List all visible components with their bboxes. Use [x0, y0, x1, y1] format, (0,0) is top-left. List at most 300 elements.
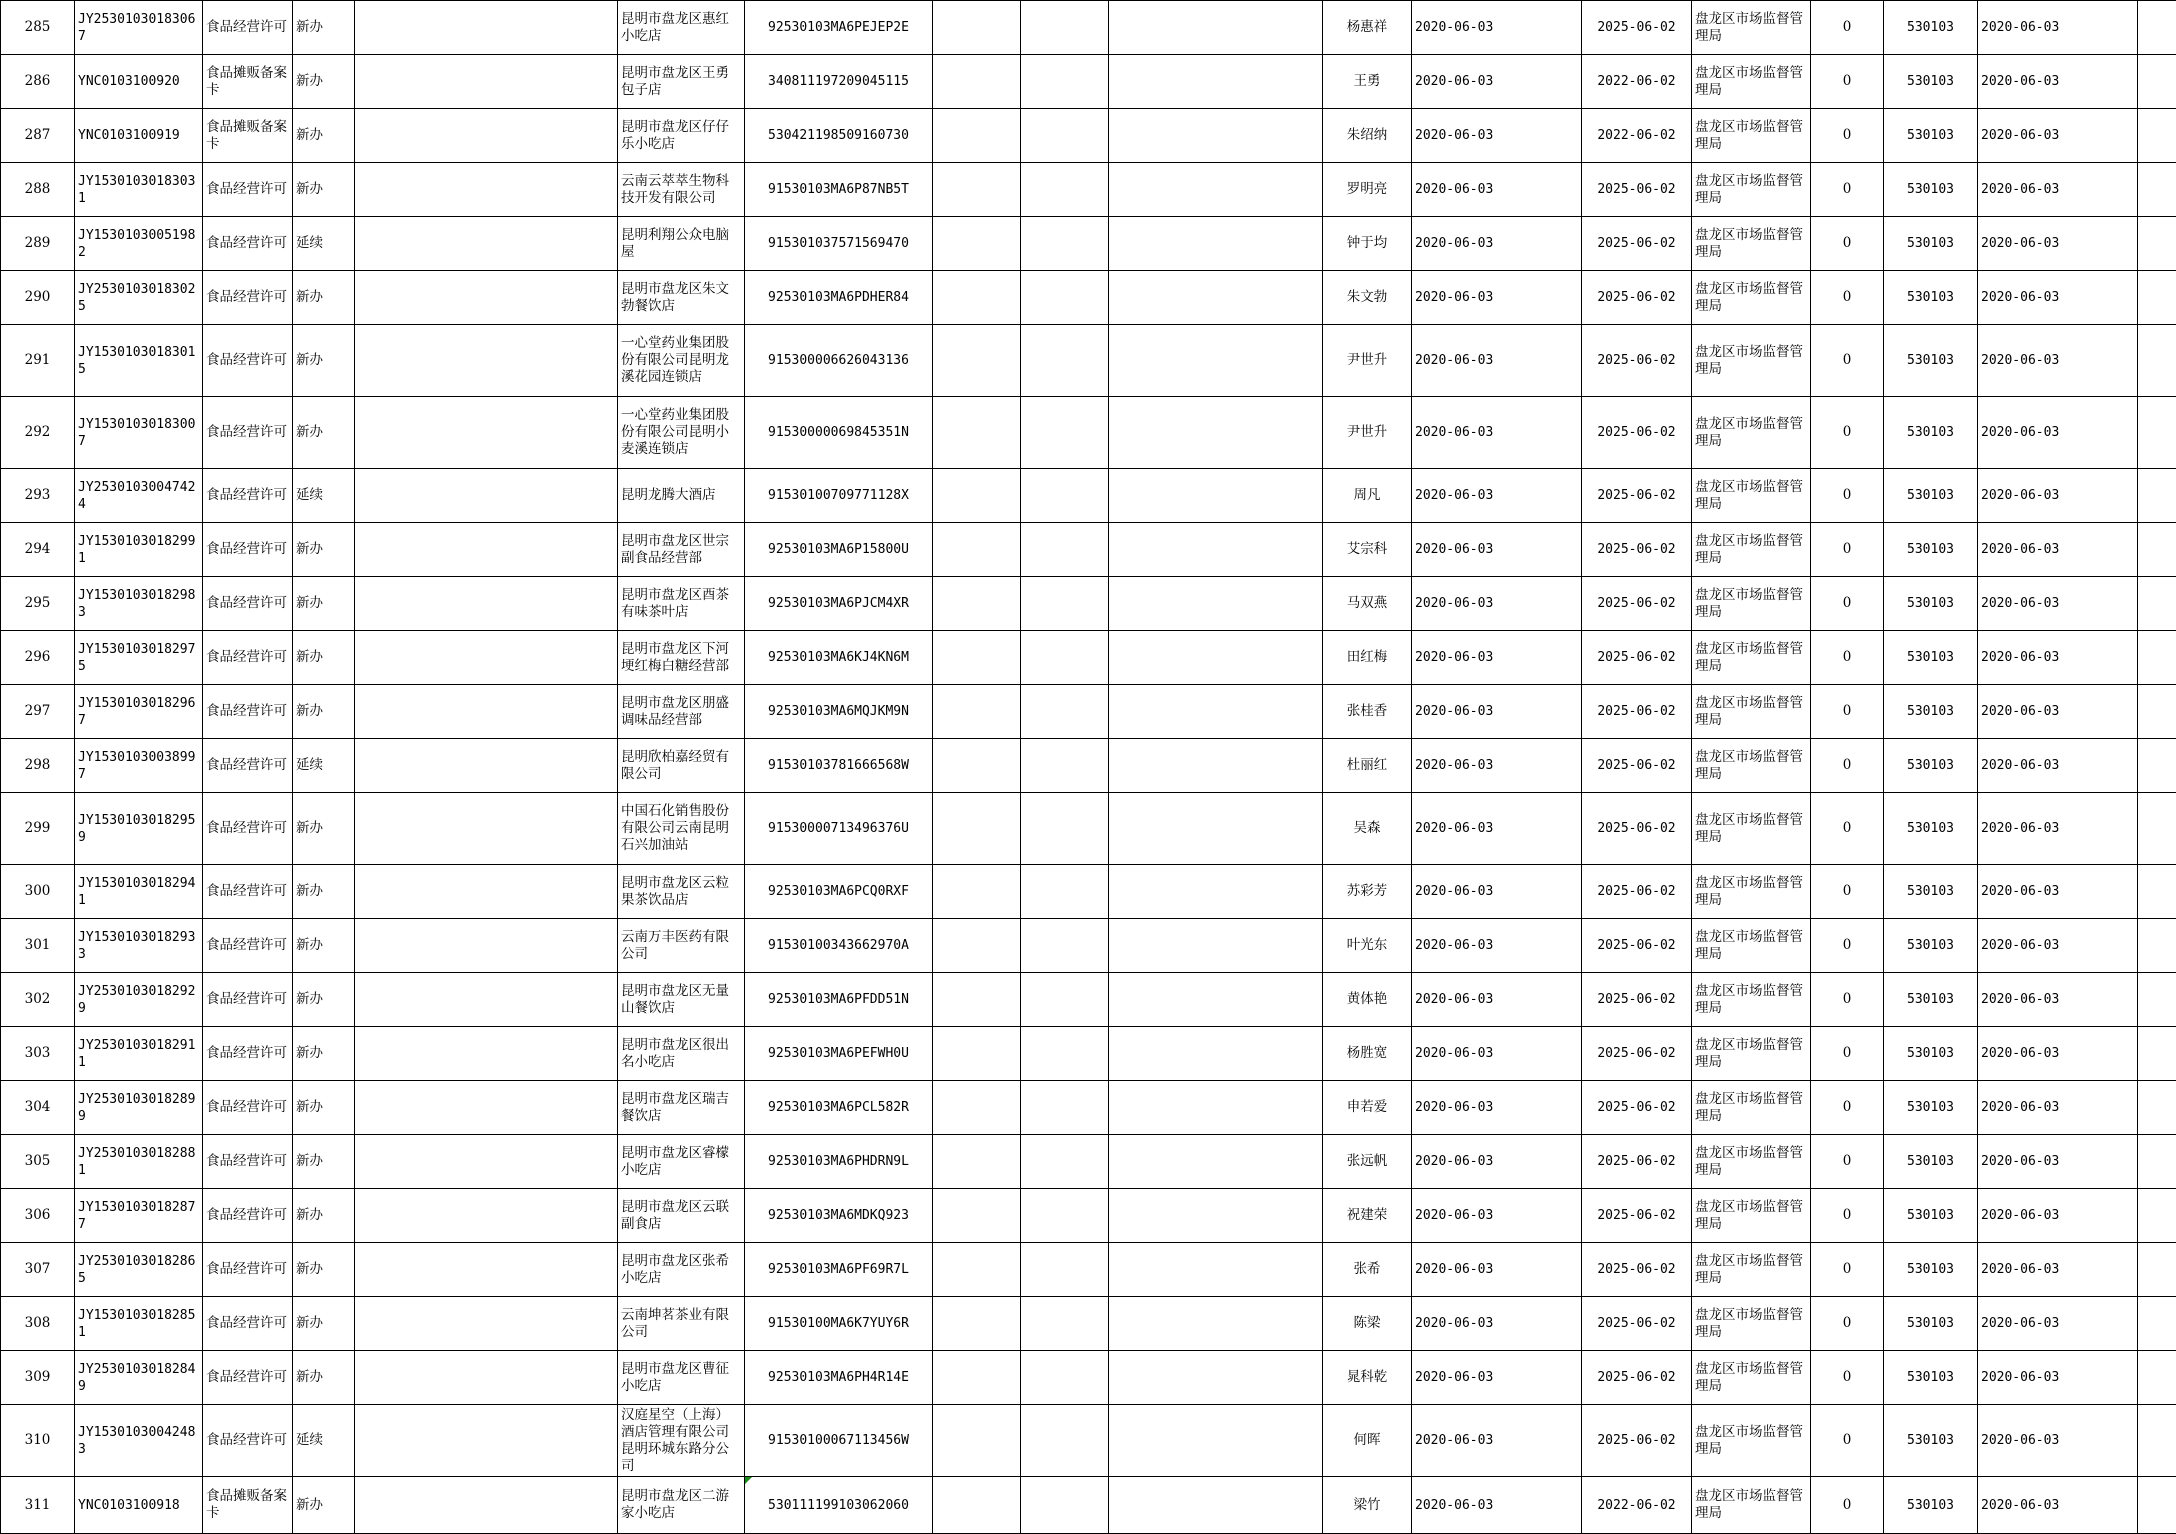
- cell-license-type[interactable]: 食品经营许可: [203, 1243, 293, 1297]
- cell-license-no[interactable]: JY15301030182975: [75, 631, 203, 685]
- cell-legal-person[interactable]: 陈梁: [1323, 1297, 1412, 1351]
- cell-action[interactable]: 延续: [293, 739, 355, 793]
- cell-area-code[interactable]: 530103: [1884, 217, 1978, 271]
- cell-valid-until[interactable]: 2025-06-02: [1582, 469, 1692, 523]
- cell-empty[interactable]: [1021, 685, 1109, 739]
- cell-update-date[interactable]: 2020-06-03: [1978, 1297, 2138, 1351]
- cell-license-type[interactable]: 食品经营许可: [203, 163, 293, 217]
- cell-authority[interactable]: 盘龙区市场监督管理局: [1692, 1189, 1811, 1243]
- cell-empty[interactable]: [1109, 523, 1323, 577]
- cell-name[interactable]: 一心堂药业集团股份有限公司昆明龙溪花园连锁店: [618, 325, 745, 397]
- cell-status[interactable]: 0: [1811, 865, 1884, 919]
- cell-empty[interactable]: [355, 577, 618, 631]
- cell-empty[interactable]: [355, 523, 618, 577]
- cell-authority[interactable]: 盘龙区市场监督管理局: [1692, 631, 1811, 685]
- cell-empty[interactable]: [1109, 163, 1323, 217]
- cell-empty[interactable]: [355, 1189, 618, 1243]
- cell-action[interactable]: 新办: [293, 1297, 355, 1351]
- cell-empty[interactable]: [1021, 1081, 1109, 1135]
- cell-name[interactable]: 昆明市盘龙区朱文勃餐饮店: [618, 271, 745, 325]
- cell-empty[interactable]: [2138, 685, 2176, 739]
- cell-seq[interactable]: 294: [1, 523, 75, 577]
- cell-valid-until[interactable]: 2025-06-02: [1582, 1135, 1692, 1189]
- cell-empty[interactable]: [355, 865, 618, 919]
- cell-authority[interactable]: 盘龙区市场监督管理局: [1692, 685, 1811, 739]
- cell-empty[interactable]: [933, 919, 1021, 973]
- cell-area-code[interactable]: 530103: [1884, 1027, 1978, 1081]
- cell-seq[interactable]: 301: [1, 919, 75, 973]
- cell-seq[interactable]: 297: [1, 685, 75, 739]
- cell-license-type[interactable]: 食品经营许可: [203, 1405, 293, 1477]
- cell-legal-person[interactable]: 叶光东: [1323, 919, 1412, 973]
- cell-valid-until[interactable]: 2025-06-02: [1582, 793, 1692, 865]
- cell-seq[interactable]: 310: [1, 1405, 75, 1477]
- cell-empty[interactable]: [1109, 469, 1323, 523]
- cell-empty[interactable]: [2138, 55, 2176, 109]
- cell-update-date[interactable]: 2020-06-03: [1978, 685, 2138, 739]
- cell-license-no[interactable]: JY25301030182849: [75, 1351, 203, 1405]
- cell-area-code[interactable]: 530103: [1884, 1477, 1978, 1534]
- cell-empty[interactable]: [2138, 1405, 2176, 1477]
- cell-empty[interactable]: [1021, 397, 1109, 469]
- cell-legal-person[interactable]: 马双燕: [1323, 577, 1412, 631]
- cell-valid-until[interactable]: 2025-06-02: [1582, 973, 1692, 1027]
- cell-update-date[interactable]: 2020-06-03: [1978, 109, 2138, 163]
- cell-credit-code[interactable]: 92530103MA6P15800U: [745, 523, 933, 577]
- cell-area-code[interactable]: 530103: [1884, 973, 1978, 1027]
- cell-issue-date[interactable]: 2020-06-03: [1412, 1297, 1582, 1351]
- cell-empty[interactable]: [1021, 577, 1109, 631]
- cell-authority[interactable]: 盘龙区市场监督管理局: [1692, 1477, 1811, 1534]
- cell-empty[interactable]: [1021, 109, 1109, 163]
- cell-status[interactable]: 0: [1811, 919, 1884, 973]
- cell-valid-until[interactable]: 2025-06-02: [1582, 1189, 1692, 1243]
- cell-seq[interactable]: 288: [1, 163, 75, 217]
- cell-seq[interactable]: 298: [1, 739, 75, 793]
- cell-area-code[interactable]: 530103: [1884, 1297, 1978, 1351]
- cell-name[interactable]: 昆明市盘龙区酉茶有味茶叶店: [618, 577, 745, 631]
- cell-status[interactable]: 0: [1811, 793, 1884, 865]
- cell-valid-until[interactable]: 2025-06-02: [1582, 523, 1692, 577]
- cell-status[interactable]: 0: [1811, 1, 1884, 55]
- cell-authority[interactable]: 盘龙区市场监督管理局: [1692, 919, 1811, 973]
- cell-license-type[interactable]: 食品摊贩备案卡: [203, 109, 293, 163]
- cell-action[interactable]: 新办: [293, 1, 355, 55]
- cell-empty[interactable]: [933, 523, 1021, 577]
- cell-issue-date[interactable]: 2020-06-03: [1412, 325, 1582, 397]
- cell-empty[interactable]: [1109, 1189, 1323, 1243]
- cell-credit-code[interactable]: 91530103781666568W: [745, 739, 933, 793]
- cell-legal-person[interactable]: 梁竹: [1323, 1477, 1412, 1534]
- cell-empty[interactable]: [355, 163, 618, 217]
- cell-status[interactable]: 0: [1811, 1189, 1884, 1243]
- cell-seq[interactable]: 306: [1, 1189, 75, 1243]
- cell-name[interactable]: 昆明市盘龙区朋盛调味品经营部: [618, 685, 745, 739]
- cell-empty[interactable]: [1021, 739, 1109, 793]
- cell-license-no[interactable]: JY15301030182991: [75, 523, 203, 577]
- cell-license-type[interactable]: 食品经营许可: [203, 577, 293, 631]
- cell-empty[interactable]: [1021, 217, 1109, 271]
- cell-license-no[interactable]: JY25301030182899: [75, 1081, 203, 1135]
- cell-empty[interactable]: [2138, 1477, 2176, 1534]
- cell-empty[interactable]: [933, 325, 1021, 397]
- cell-area-code[interactable]: 530103: [1884, 55, 1978, 109]
- cell-empty[interactable]: [355, 469, 618, 523]
- cell-area-code[interactable]: 530103: [1884, 865, 1978, 919]
- cell-credit-code[interactable]: 91530103MA6P87NB5T: [745, 163, 933, 217]
- cell-status[interactable]: 0: [1811, 739, 1884, 793]
- cell-empty[interactable]: [1109, 631, 1323, 685]
- cell-legal-person[interactable]: 晁科乾: [1323, 1351, 1412, 1405]
- cell-update-date[interactable]: 2020-06-03: [1978, 1, 2138, 55]
- cell-area-code[interactable]: 530103: [1884, 1243, 1978, 1297]
- cell-issue-date[interactable]: 2020-06-03: [1412, 1, 1582, 55]
- cell-name[interactable]: 昆明市盘龙区惠红小吃店: [618, 1, 745, 55]
- cell-status[interactable]: 0: [1811, 1027, 1884, 1081]
- cell-empty[interactable]: [2138, 109, 2176, 163]
- cell-authority[interactable]: 盘龙区市场监督管理局: [1692, 1351, 1811, 1405]
- cell-valid-until[interactable]: 2022-06-02: [1582, 109, 1692, 163]
- cell-empty[interactable]: [1109, 1297, 1323, 1351]
- cell-name[interactable]: 昆明市盘龙区下河埂红梅白糖经营部: [618, 631, 745, 685]
- cell-credit-code[interactable]: 91530100067113456W: [745, 1405, 933, 1477]
- cell-empty[interactable]: [2138, 865, 2176, 919]
- cell-status[interactable]: 0: [1811, 1243, 1884, 1297]
- cell-empty[interactable]: [1109, 55, 1323, 109]
- cell-authority[interactable]: 盘龙区市场监督管理局: [1692, 1135, 1811, 1189]
- cell-empty[interactable]: [1109, 1135, 1323, 1189]
- cell-empty[interactable]: [355, 793, 618, 865]
- cell-name[interactable]: 一心堂药业集团股份有限公司昆明小麦溪连锁店: [618, 397, 745, 469]
- cell-authority[interactable]: 盘龙区市场监督管理局: [1692, 1405, 1811, 1477]
- cell-action[interactable]: 新办: [293, 793, 355, 865]
- cell-seq[interactable]: 307: [1, 1243, 75, 1297]
- cell-credit-code[interactable]: 92530103MA6PCL582R: [745, 1081, 933, 1135]
- cell-update-date[interactable]: 2020-06-03: [1978, 1405, 2138, 1477]
- cell-empty[interactable]: [1109, 865, 1323, 919]
- cell-issue-date[interactable]: 2020-06-03: [1412, 1405, 1582, 1477]
- cell-area-code[interactable]: 530103: [1884, 685, 1978, 739]
- cell-empty[interactable]: [1109, 397, 1323, 469]
- cell-area-code[interactable]: 530103: [1884, 1405, 1978, 1477]
- cell-issue-date[interactable]: 2020-06-03: [1412, 1477, 1582, 1534]
- cell-status[interactable]: 0: [1811, 577, 1884, 631]
- cell-authority[interactable]: 盘龙区市场监督管理局: [1692, 109, 1811, 163]
- cell-update-date[interactable]: 2020-06-03: [1978, 1189, 2138, 1243]
- cell-empty[interactable]: [2138, 1297, 2176, 1351]
- cell-status[interactable]: 0: [1811, 523, 1884, 577]
- cell-empty[interactable]: [2138, 1189, 2176, 1243]
- cell-seq[interactable]: 305: [1, 1135, 75, 1189]
- cell-empty[interactable]: [2138, 739, 2176, 793]
- cell-name[interactable]: 昆明市盘龙区曹征小吃店: [618, 1351, 745, 1405]
- cell-empty[interactable]: [2138, 217, 2176, 271]
- cell-legal-person[interactable]: 杜丽红: [1323, 739, 1412, 793]
- cell-seq[interactable]: 286: [1, 55, 75, 109]
- cell-issue-date[interactable]: 2020-06-03: [1412, 631, 1582, 685]
- cell-legal-person[interactable]: 钟于均: [1323, 217, 1412, 271]
- cell-legal-person[interactable]: 张桂香: [1323, 685, 1412, 739]
- cell-legal-person[interactable]: 王勇: [1323, 55, 1412, 109]
- cell-empty[interactable]: [1021, 1477, 1109, 1534]
- cell-empty[interactable]: [2138, 919, 2176, 973]
- cell-empty[interactable]: [1109, 1243, 1323, 1297]
- cell-credit-code[interactable]: 92530103MA6PCQ0RXF: [745, 865, 933, 919]
- cell-issue-date[interactable]: 2020-06-03: [1412, 109, 1582, 163]
- cell-license-no[interactable]: JY15301030038997: [75, 739, 203, 793]
- cell-action[interactable]: 新办: [293, 1243, 355, 1297]
- cell-issue-date[interactable]: 2020-06-03: [1412, 1189, 1582, 1243]
- cell-update-date[interactable]: 2020-06-03: [1978, 739, 2138, 793]
- cell-status[interactable]: 0: [1811, 55, 1884, 109]
- cell-area-code[interactable]: 530103: [1884, 919, 1978, 973]
- cell-update-date[interactable]: 2020-06-03: [1978, 793, 2138, 865]
- cell-legal-person[interactable]: 杨惠祥: [1323, 1, 1412, 55]
- cell-credit-code[interactable]: 92530103MA6MQJKM9N: [745, 685, 933, 739]
- cell-update-date[interactable]: 2020-06-03: [1978, 469, 2138, 523]
- cell-legal-person[interactable]: 朱文勃: [1323, 271, 1412, 325]
- cell-issue-date[interactable]: 2020-06-03: [1412, 739, 1582, 793]
- cell-legal-person[interactable]: 苏彩芳: [1323, 865, 1412, 919]
- cell-legal-person[interactable]: 张远帆: [1323, 1135, 1412, 1189]
- cell-empty[interactable]: [933, 163, 1021, 217]
- cell-empty[interactable]: [933, 469, 1021, 523]
- cell-issue-date[interactable]: 2020-06-03: [1412, 1243, 1582, 1297]
- cell-empty[interactable]: [355, 739, 618, 793]
- cell-area-code[interactable]: 530103: [1884, 631, 1978, 685]
- cell-license-type[interactable]: 食品经营许可: [203, 973, 293, 1027]
- cell-authority[interactable]: 盘龙区市场监督管理局: [1692, 1081, 1811, 1135]
- cell-empty[interactable]: [355, 1081, 618, 1135]
- cell-legal-person[interactable]: 杨胜宽: [1323, 1027, 1412, 1081]
- cell-seq[interactable]: 293: [1, 469, 75, 523]
- cell-seq[interactable]: 304: [1, 1081, 75, 1135]
- cell-empty[interactable]: [2138, 1135, 2176, 1189]
- cell-authority[interactable]: 盘龙区市场监督管理局: [1692, 55, 1811, 109]
- cell-credit-code[interactable]: 92530103MA6PHDRN9L: [745, 1135, 933, 1189]
- cell-status[interactable]: 0: [1811, 1477, 1884, 1534]
- cell-empty[interactable]: [1021, 325, 1109, 397]
- cell-legal-person[interactable]: 罗明亮: [1323, 163, 1412, 217]
- cell-empty[interactable]: [933, 865, 1021, 919]
- cell-area-code[interactable]: 530103: [1884, 469, 1978, 523]
- cell-update-date[interactable]: 2020-06-03: [1978, 163, 2138, 217]
- cell-area-code[interactable]: 530103: [1884, 739, 1978, 793]
- cell-credit-code[interactable]: 92530103MA6MDKQ923: [745, 1189, 933, 1243]
- cell-legal-person[interactable]: 尹世升: [1323, 397, 1412, 469]
- cell-issue-date[interactable]: 2020-06-03: [1412, 469, 1582, 523]
- cell-seq[interactable]: 300: [1, 865, 75, 919]
- cell-empty[interactable]: [1109, 1, 1323, 55]
- cell-valid-until[interactable]: 2025-06-02: [1582, 865, 1692, 919]
- cell-empty[interactable]: [933, 1405, 1021, 1477]
- cell-valid-until[interactable]: 2025-06-02: [1582, 1351, 1692, 1405]
- cell-credit-code[interactable]: 92530103MA6PEFWH0U: [745, 1027, 933, 1081]
- cell-license-type[interactable]: 食品经营许可: [203, 685, 293, 739]
- cell-empty[interactable]: [933, 577, 1021, 631]
- cell-update-date[interactable]: 2020-06-03: [1978, 1081, 2138, 1135]
- cell-authority[interactable]: 盘龙区市场监督管理局: [1692, 163, 1811, 217]
- cell-area-code[interactable]: 530103: [1884, 523, 1978, 577]
- cell-empty[interactable]: [1109, 973, 1323, 1027]
- cell-license-no[interactable]: JY25301030047424: [75, 469, 203, 523]
- cell-seq[interactable]: 296: [1, 631, 75, 685]
- cell-issue-date[interactable]: 2020-06-03: [1412, 397, 1582, 469]
- cell-license-type[interactable]: 食品经营许可: [203, 325, 293, 397]
- cell-authority[interactable]: 盘龙区市场监督管理局: [1692, 325, 1811, 397]
- cell-license-no[interactable]: JY25301030182881: [75, 1135, 203, 1189]
- cell-issue-date[interactable]: 2020-06-03: [1412, 577, 1582, 631]
- cell-license-type[interactable]: 食品经营许可: [203, 1, 293, 55]
- cell-legal-person[interactable]: 申若爱: [1323, 1081, 1412, 1135]
- cell-empty[interactable]: [355, 397, 618, 469]
- cell-update-date[interactable]: 2020-06-03: [1978, 1027, 2138, 1081]
- cell-update-date[interactable]: 2020-06-03: [1978, 865, 2138, 919]
- cell-seq[interactable]: 311: [1, 1477, 75, 1534]
- cell-legal-person[interactable]: 祝建荣: [1323, 1189, 1412, 1243]
- cell-license-type[interactable]: 食品经营许可: [203, 217, 293, 271]
- cell-empty[interactable]: [355, 1297, 618, 1351]
- cell-empty[interactable]: [933, 109, 1021, 163]
- cell-authority[interactable]: 盘龙区市场监督管理局: [1692, 469, 1811, 523]
- cell-license-no[interactable]: JY15301030182941: [75, 865, 203, 919]
- cell-license-type[interactable]: 食品经营许可: [203, 919, 293, 973]
- cell-empty[interactable]: [2138, 1243, 2176, 1297]
- cell-license-no[interactable]: JY25301030182911: [75, 1027, 203, 1081]
- cell-empty[interactable]: [1021, 1297, 1109, 1351]
- cell-issue-date[interactable]: 2020-06-03: [1412, 793, 1582, 865]
- cell-empty[interactable]: [933, 271, 1021, 325]
- cell-license-type[interactable]: 食品经营许可: [203, 1351, 293, 1405]
- cell-action[interactable]: 新办: [293, 631, 355, 685]
- cell-update-date[interactable]: 2020-06-03: [1978, 919, 2138, 973]
- cell-empty[interactable]: [933, 1189, 1021, 1243]
- cell-seq[interactable]: 285: [1, 1, 75, 55]
- cell-authority[interactable]: 盘龙区市场监督管理局: [1692, 523, 1811, 577]
- cell-valid-until[interactable]: 2025-06-02: [1582, 1081, 1692, 1135]
- cell-issue-date[interactable]: 2020-06-03: [1412, 55, 1582, 109]
- cell-license-type[interactable]: 食品经营许可: [203, 397, 293, 469]
- cell-empty[interactable]: [1109, 793, 1323, 865]
- cell-authority[interactable]: 盘龙区市场监督管理局: [1692, 217, 1811, 271]
- cell-credit-code[interactable]: 530111199103062060: [745, 1477, 933, 1534]
- cell-empty[interactable]: [2138, 793, 2176, 865]
- cell-license-no[interactable]: JY15301030183015: [75, 325, 203, 397]
- cell-empty[interactable]: [355, 1135, 618, 1189]
- cell-license-no[interactable]: JY15301030183007: [75, 397, 203, 469]
- cell-seq[interactable]: 295: [1, 577, 75, 631]
- cell-empty[interactable]: [1109, 217, 1323, 271]
- cell-empty[interactable]: [2138, 523, 2176, 577]
- cell-empty[interactable]: [1021, 1135, 1109, 1189]
- cell-status[interactable]: 0: [1811, 217, 1884, 271]
- cell-action[interactable]: 新办: [293, 109, 355, 163]
- cell-credit-code[interactable]: 91530100MA6K7YUY6R: [745, 1297, 933, 1351]
- cell-seq[interactable]: 303: [1, 1027, 75, 1081]
- cell-valid-until[interactable]: 2025-06-02: [1582, 217, 1692, 271]
- cell-status[interactable]: 0: [1811, 1135, 1884, 1189]
- cell-valid-until[interactable]: 2025-06-02: [1582, 577, 1692, 631]
- cell-credit-code[interactable]: 530421198509160730: [745, 109, 933, 163]
- cell-name[interactable]: 昆明市盘龙区睿檬小吃店: [618, 1135, 745, 1189]
- cell-license-type[interactable]: 食品经营许可: [203, 865, 293, 919]
- cell-action[interactable]: 新办: [293, 865, 355, 919]
- cell-authority[interactable]: 盘龙区市场监督管理局: [1692, 865, 1811, 919]
- cell-license-type[interactable]: 食品摊贩备案卡: [203, 55, 293, 109]
- cell-action[interactable]: 延续: [293, 1405, 355, 1477]
- cell-valid-until[interactable]: 2022-06-02: [1582, 1477, 1692, 1534]
- cell-empty[interactable]: [1109, 577, 1323, 631]
- cell-area-code[interactable]: 530103: [1884, 109, 1978, 163]
- cell-issue-date[interactable]: 2020-06-03: [1412, 1081, 1582, 1135]
- cell-valid-until[interactable]: 2025-06-02: [1582, 1027, 1692, 1081]
- cell-valid-until[interactable]: 2025-06-02: [1582, 631, 1692, 685]
- cell-status[interactable]: 0: [1811, 163, 1884, 217]
- cell-credit-code[interactable]: 91530100709771128X: [745, 469, 933, 523]
- cell-license-no[interactable]: JY15301030182851: [75, 1297, 203, 1351]
- cell-update-date[interactable]: 2020-06-03: [1978, 1135, 2138, 1189]
- cell-license-type[interactable]: 食品经营许可: [203, 1297, 293, 1351]
- cell-name[interactable]: 中国石化销售股份有限公司云南昆明石兴加油站: [618, 793, 745, 865]
- cell-area-code[interactable]: 530103: [1884, 1081, 1978, 1135]
- cell-name[interactable]: 昆明利翔公众电脑屋: [618, 217, 745, 271]
- cell-license-no[interactable]: JY15301030182877: [75, 1189, 203, 1243]
- cell-empty[interactable]: [1021, 1351, 1109, 1405]
- cell-license-type[interactable]: 食品经营许可: [203, 469, 293, 523]
- cell-empty[interactable]: [355, 973, 618, 1027]
- cell-empty[interactable]: [1109, 919, 1323, 973]
- cell-license-type[interactable]: 食品经营许可: [203, 739, 293, 793]
- cell-license-no[interactable]: YNC0103100918: [75, 1477, 203, 1534]
- cell-issue-date[interactable]: 2020-06-03: [1412, 1135, 1582, 1189]
- cell-valid-until[interactable]: 2025-06-02: [1582, 1, 1692, 55]
- cell-empty[interactable]: [933, 55, 1021, 109]
- cell-area-code[interactable]: 530103: [1884, 577, 1978, 631]
- cell-update-date[interactable]: 2020-06-03: [1978, 55, 2138, 109]
- cell-empty[interactable]: [933, 1, 1021, 55]
- cell-empty[interactable]: [1021, 469, 1109, 523]
- cell-action[interactable]: 新办: [293, 325, 355, 397]
- cell-area-code[interactable]: 530103: [1884, 1135, 1978, 1189]
- cell-legal-person[interactable]: 朱绍纳: [1323, 109, 1412, 163]
- cell-issue-date[interactable]: 2020-06-03: [1412, 163, 1582, 217]
- cell-issue-date[interactable]: 2020-06-03: [1412, 271, 1582, 325]
- cell-issue-date[interactable]: 2020-06-03: [1412, 919, 1582, 973]
- cell-action[interactable]: 新办: [293, 577, 355, 631]
- cell-legal-person[interactable]: 张希: [1323, 1243, 1412, 1297]
- cell-empty[interactable]: [2138, 325, 2176, 397]
- cell-credit-code[interactable]: 92530103MA6KJ4KN6M: [745, 631, 933, 685]
- cell-authority[interactable]: 盘龙区市场监督管理局: [1692, 1297, 1811, 1351]
- cell-empty[interactable]: [2138, 1027, 2176, 1081]
- cell-empty[interactable]: [933, 685, 1021, 739]
- cell-credit-code[interactable]: 91530000713496376U: [745, 793, 933, 865]
- cell-license-no[interactable]: JY15301030182983: [75, 577, 203, 631]
- cell-name[interactable]: 汉庭星空（上海）酒店管理有限公司昆明环城东路分公司: [618, 1405, 745, 1477]
- cell-empty[interactable]: [1021, 973, 1109, 1027]
- cell-name[interactable]: 昆明市盘龙区云联副食店: [618, 1189, 745, 1243]
- cell-empty[interactable]: [355, 1, 618, 55]
- cell-update-date[interactable]: 2020-06-03: [1978, 631, 2138, 685]
- cell-credit-code[interactable]: 340811197209045115: [745, 55, 933, 109]
- cell-status[interactable]: 0: [1811, 397, 1884, 469]
- cell-issue-date[interactable]: 2020-06-03: [1412, 973, 1582, 1027]
- cell-empty[interactable]: [355, 631, 618, 685]
- cell-license-no[interactable]: JY15301030183031: [75, 163, 203, 217]
- cell-empty[interactable]: [355, 1405, 618, 1477]
- cell-legal-person[interactable]: 艾宗科: [1323, 523, 1412, 577]
- cell-seq[interactable]: 291: [1, 325, 75, 397]
